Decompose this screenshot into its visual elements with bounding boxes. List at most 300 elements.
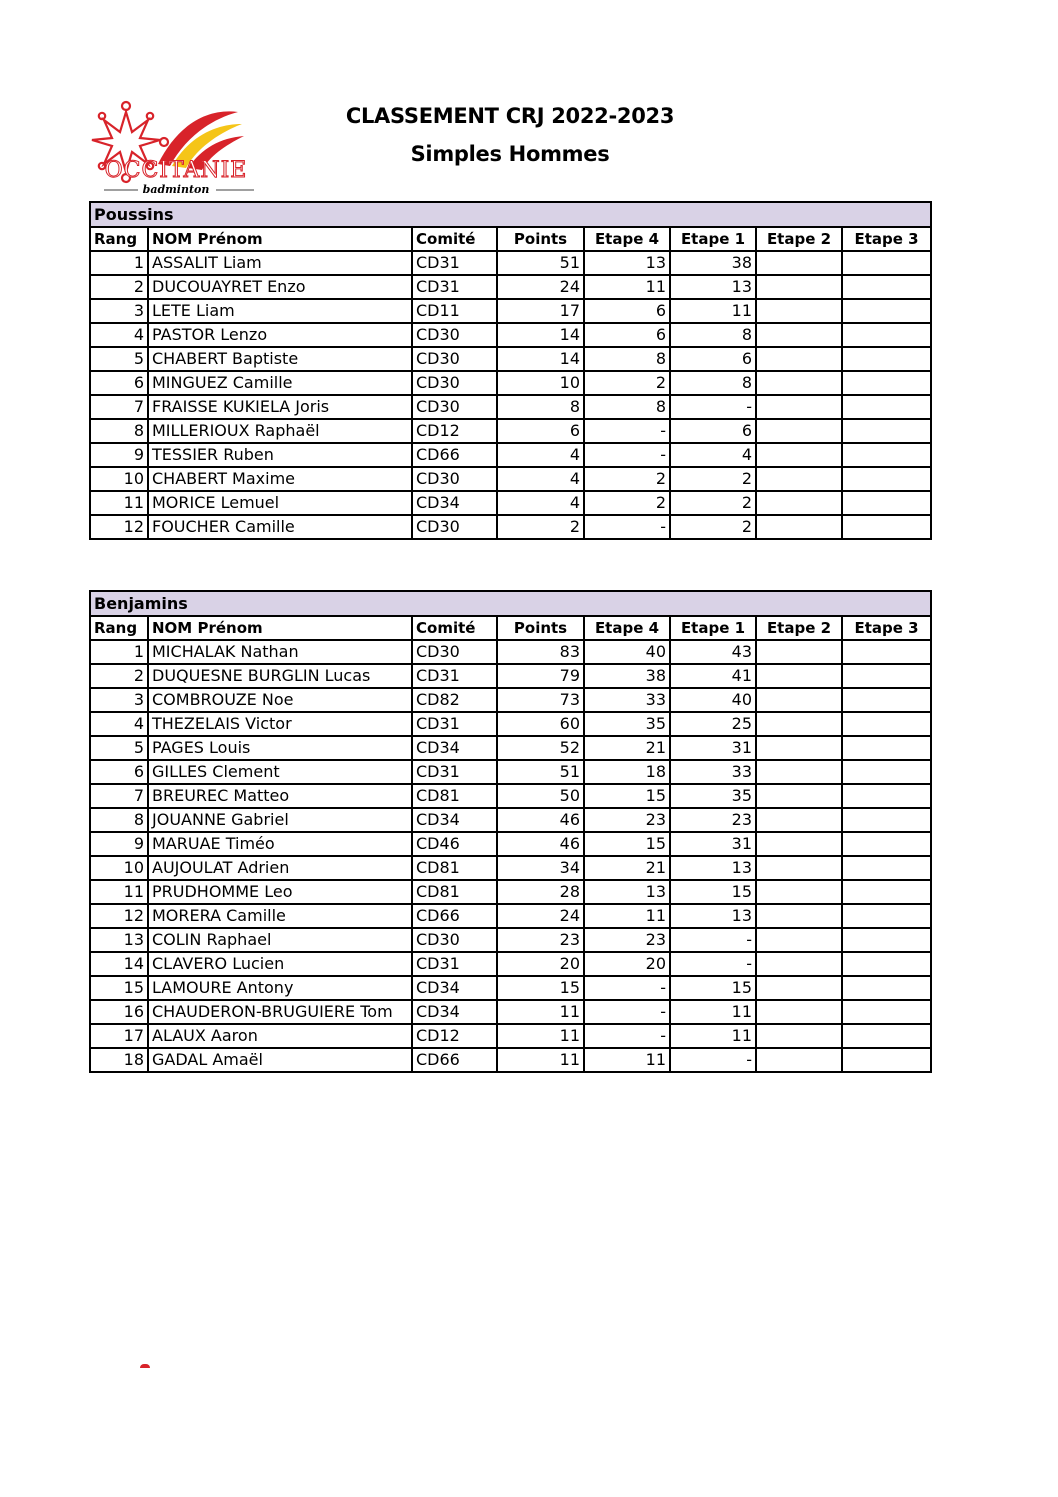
- column-header: Etape 2: [756, 616, 842, 640]
- etape4-cell: -: [584, 515, 670, 539]
- etape2-cell: [756, 491, 842, 515]
- table-row: [90, 443, 931, 467]
- ranking-table-poussins: [89, 201, 932, 540]
- etape1-cell: 13: [670, 904, 756, 928]
- rang-cell: 3: [90, 688, 148, 712]
- table-row: [90, 251, 931, 275]
- etape1-cell: 43: [670, 640, 756, 664]
- comite-cell: CD30: [412, 395, 497, 419]
- points-cell: 2: [497, 515, 584, 539]
- etape2-cell: [756, 1048, 842, 1072]
- name-cell: TESSIER Ruben: [148, 443, 412, 467]
- points-cell: 20: [497, 952, 584, 976]
- name-cell: GILLES Clement: [148, 760, 412, 784]
- rang-cell: 12: [90, 904, 148, 928]
- points-cell: 15: [497, 976, 584, 1000]
- column-header: Comité: [412, 616, 497, 640]
- points-cell: 4: [497, 443, 584, 467]
- points-cell: 34: [497, 856, 584, 880]
- etape4-cell: 38: [584, 664, 670, 688]
- etape2-cell: [756, 640, 842, 664]
- comite-cell: CD31: [412, 952, 497, 976]
- etape2-cell: [756, 880, 842, 904]
- etape1-cell: 11: [670, 1000, 756, 1024]
- name-cell: DUQUESNE BURGLIN Lucas: [148, 664, 412, 688]
- points-cell: 14: [497, 323, 584, 347]
- name-cell: ASSALIT Liam: [148, 251, 412, 275]
- table-row: [90, 808, 931, 832]
- etape3-cell: [842, 904, 931, 928]
- etape1-cell: -: [670, 952, 756, 976]
- column-header: Comité: [412, 227, 497, 251]
- etape4-cell: 21: [584, 856, 670, 880]
- etape4-cell: 13: [584, 251, 670, 275]
- points-cell: 50: [497, 784, 584, 808]
- rang-cell: 4: [90, 712, 148, 736]
- rang-cell: 5: [90, 347, 148, 371]
- rang-cell: 11: [90, 491, 148, 515]
- table-row: [90, 856, 931, 880]
- comite-cell: CD12: [412, 419, 497, 443]
- name-cell: MINGUEZ Camille: [148, 371, 412, 395]
- etape1-cell: 6: [670, 419, 756, 443]
- comite-cell: CD30: [412, 515, 497, 539]
- rang-cell: 18: [90, 1048, 148, 1072]
- points-cell: 11: [497, 1000, 584, 1024]
- table-row: [90, 784, 931, 808]
- etape3-cell: [842, 251, 931, 275]
- etape4-cell: 11: [584, 275, 670, 299]
- etape4-cell: 35: [584, 712, 670, 736]
- etape4-cell: 21: [584, 736, 670, 760]
- etape2-cell: [756, 688, 842, 712]
- etape1-cell: 6: [670, 347, 756, 371]
- etape1-cell: 35: [670, 784, 756, 808]
- column-header: Etape 1: [670, 616, 756, 640]
- comite-cell: CD30: [412, 467, 497, 491]
- points-cell: 46: [497, 832, 584, 856]
- etape3-cell: [842, 347, 931, 371]
- etape1-cell: 2: [670, 467, 756, 491]
- table-row: [90, 1048, 931, 1072]
- name-cell: LETE Liam: [148, 299, 412, 323]
- comite-cell: CD34: [412, 491, 497, 515]
- etape2-cell: [756, 515, 842, 539]
- name-cell: MORERA Camille: [148, 904, 412, 928]
- etape1-cell: -: [670, 928, 756, 952]
- etape3-cell: [842, 323, 931, 347]
- etape4-cell: 11: [584, 1048, 670, 1072]
- comite-cell: CD81: [412, 880, 497, 904]
- comite-cell: CD34: [412, 1000, 497, 1024]
- comite-cell: CD31: [412, 251, 497, 275]
- name-cell: DUCOUAYRET Enzo: [148, 275, 412, 299]
- table-row: [90, 952, 931, 976]
- table-row: [90, 904, 931, 928]
- name-cell: PRUDHOMME Leo: [148, 880, 412, 904]
- comite-cell: CD46: [412, 832, 497, 856]
- name-cell: AUJOULAT Adrien: [148, 856, 412, 880]
- comite-cell: CD34: [412, 808, 497, 832]
- rang-cell: 7: [90, 395, 148, 419]
- etape2-cell: [756, 904, 842, 928]
- table-row: [90, 347, 931, 371]
- etape2-cell: [756, 419, 842, 443]
- rang-cell: 6: [90, 371, 148, 395]
- column-header: Etape 3: [842, 227, 931, 251]
- table-row: [90, 1024, 931, 1048]
- points-cell: 14: [497, 347, 584, 371]
- etape4-cell: 23: [584, 928, 670, 952]
- table-row: [90, 712, 931, 736]
- etape4-cell: -: [584, 976, 670, 1000]
- points-cell: 4: [497, 491, 584, 515]
- comite-cell: CD34: [412, 976, 497, 1000]
- etape1-cell: 31: [670, 832, 756, 856]
- table-row: [90, 467, 931, 491]
- etape2-cell: [756, 1000, 842, 1024]
- rang-cell: 3: [90, 299, 148, 323]
- category-header-row: [90, 591, 931, 616]
- points-cell: 51: [497, 760, 584, 784]
- column-header: Rang: [90, 616, 148, 640]
- rang-cell: 17: [90, 1024, 148, 1048]
- name-cell: CHABERT Baptiste: [148, 347, 412, 371]
- column-header: Etape 4: [584, 616, 670, 640]
- etape3-cell: [842, 1048, 931, 1072]
- etape3-cell: [842, 712, 931, 736]
- etape2-cell: [756, 443, 842, 467]
- table-row: [90, 491, 931, 515]
- rang-cell: 16: [90, 1000, 148, 1024]
- decorative-red-mark: [140, 1364, 150, 1368]
- comite-cell: CD30: [412, 371, 497, 395]
- name-cell: MARUAE Timéo: [148, 832, 412, 856]
- etape3-cell: [842, 419, 931, 443]
- etape2-cell: [756, 467, 842, 491]
- etape1-cell: 40: [670, 688, 756, 712]
- etape3-cell: [842, 880, 931, 904]
- table-row: [90, 688, 931, 712]
- column-header: Rang: [90, 227, 148, 251]
- rang-cell: 1: [90, 640, 148, 664]
- column-header: Points: [497, 227, 584, 251]
- points-cell: 73: [497, 688, 584, 712]
- rang-cell: 12: [90, 515, 148, 539]
- etape2-cell: [756, 976, 842, 1000]
- etape3-cell: [842, 832, 931, 856]
- etape4-cell: 40: [584, 640, 670, 664]
- etape3-cell: [842, 467, 931, 491]
- rang-cell: 10: [90, 856, 148, 880]
- etape3-cell: [842, 371, 931, 395]
- table-row: [90, 323, 931, 347]
- column-header: Etape 1: [670, 227, 756, 251]
- name-cell: MILLERIOUX Raphaël: [148, 419, 412, 443]
- etape3-cell: [842, 395, 931, 419]
- etape1-cell: 11: [670, 299, 756, 323]
- name-cell: MICHALAK Nathan: [148, 640, 412, 664]
- points-cell: 46: [497, 808, 584, 832]
- points-cell: 24: [497, 904, 584, 928]
- etape2-cell: [756, 251, 842, 275]
- rang-cell: 10: [90, 467, 148, 491]
- etape1-cell: 15: [670, 880, 756, 904]
- etape1-cell: 25: [670, 712, 756, 736]
- etape2-cell: [756, 275, 842, 299]
- name-cell: MORICE Lemuel: [148, 491, 412, 515]
- name-cell: JOUANNE Gabriel: [148, 808, 412, 832]
- table-row: [90, 664, 931, 688]
- table-row: [90, 299, 931, 323]
- etape1-cell: 41: [670, 664, 756, 688]
- etape3-cell: [842, 515, 931, 539]
- points-cell: 17: [497, 299, 584, 323]
- etape2-cell: [756, 323, 842, 347]
- logo-subtitle: badminton: [142, 183, 210, 196]
- etape2-cell: [756, 760, 842, 784]
- name-cell: FOUCHER Camille: [148, 515, 412, 539]
- etape1-cell: 11: [670, 1024, 756, 1048]
- etape4-cell: -: [584, 443, 670, 467]
- rang-cell: 1: [90, 251, 148, 275]
- etape2-cell: [756, 808, 842, 832]
- points-cell: 11: [497, 1024, 584, 1048]
- table-row: [90, 395, 931, 419]
- column-header-row: [90, 227, 931, 251]
- name-cell: PASTOR Lenzo: [148, 323, 412, 347]
- etape1-cell: 4: [670, 443, 756, 467]
- etape1-cell: 23: [670, 808, 756, 832]
- table-row: [90, 640, 931, 664]
- etape3-cell: [842, 808, 931, 832]
- rang-cell: 8: [90, 419, 148, 443]
- name-cell: CHAUDERON-BRUGUIERE Tom: [148, 1000, 412, 1024]
- column-header-row: [90, 616, 931, 640]
- etape3-cell: [842, 1000, 931, 1024]
- comite-cell: CD82: [412, 688, 497, 712]
- points-cell: 10: [497, 371, 584, 395]
- column-header: Points: [497, 616, 584, 640]
- etape3-cell: [842, 275, 931, 299]
- etape1-cell: 2: [670, 515, 756, 539]
- etape3-cell: [842, 760, 931, 784]
- rang-cell: 2: [90, 275, 148, 299]
- etape3-cell: [842, 736, 931, 760]
- points-cell: 23: [497, 928, 584, 952]
- etape4-cell: 18: [584, 760, 670, 784]
- etape1-cell: 2: [670, 491, 756, 515]
- etape2-cell: [756, 395, 842, 419]
- name-cell: BREUREC Matteo: [148, 784, 412, 808]
- name-cell: CHABERT Maxime: [148, 467, 412, 491]
- name-cell: FRAISSE KUKIELA Joris: [148, 395, 412, 419]
- etape3-cell: [842, 952, 931, 976]
- name-cell: CLAVERO Lucien: [148, 952, 412, 976]
- etape1-cell: 8: [670, 371, 756, 395]
- etape4-cell: 8: [584, 347, 670, 371]
- comite-cell: CD31: [412, 664, 497, 688]
- category-header-row: [90, 202, 931, 227]
- comite-cell: CD12: [412, 1024, 497, 1048]
- etape4-cell: 15: [584, 784, 670, 808]
- comite-cell: CD81: [412, 856, 497, 880]
- etape1-cell: -: [670, 1048, 756, 1072]
- table-row: [90, 832, 931, 856]
- name-cell: GADAL Amaël: [148, 1048, 412, 1072]
- etape3-cell: [842, 856, 931, 880]
- comite-cell: CD30: [412, 640, 497, 664]
- points-cell: 28: [497, 880, 584, 904]
- points-cell: 11: [497, 1048, 584, 1072]
- etape1-cell: -: [670, 395, 756, 419]
- column-header: Etape 2: [756, 227, 842, 251]
- name-cell: PAGES Louis: [148, 736, 412, 760]
- table-row: [90, 928, 931, 952]
- etape2-cell: [756, 928, 842, 952]
- etape2-cell: [756, 952, 842, 976]
- rang-cell: 11: [90, 880, 148, 904]
- points-cell: 24: [497, 275, 584, 299]
- table-row: [90, 736, 931, 760]
- comite-cell: CD31: [412, 760, 497, 784]
- etape2-cell: [756, 712, 842, 736]
- rang-cell: 5: [90, 736, 148, 760]
- comite-cell: CD81: [412, 784, 497, 808]
- etape1-cell: 33: [670, 760, 756, 784]
- rang-cell: 6: [90, 760, 148, 784]
- etape4-cell: 23: [584, 808, 670, 832]
- comite-cell: CD66: [412, 904, 497, 928]
- rang-cell: 8: [90, 808, 148, 832]
- etape2-cell: [756, 664, 842, 688]
- etape4-cell: 33: [584, 688, 670, 712]
- table-row: [90, 976, 931, 1000]
- points-cell: 6: [497, 419, 584, 443]
- comite-cell: CD30: [412, 928, 497, 952]
- rang-cell: 7: [90, 784, 148, 808]
- etape4-cell: 6: [584, 299, 670, 323]
- etape2-cell: [756, 1024, 842, 1048]
- name-cell: COLIN Raphael: [148, 928, 412, 952]
- points-cell: 51: [497, 251, 584, 275]
- column-header: Etape 3: [842, 616, 931, 640]
- comite-cell: CD31: [412, 275, 497, 299]
- column-header: NOM Prénom: [148, 227, 412, 251]
- etape2-cell: [756, 832, 842, 856]
- etape4-cell: -: [584, 1000, 670, 1024]
- etape1-cell: 13: [670, 275, 756, 299]
- comite-cell: CD30: [412, 323, 497, 347]
- etape4-cell: 15: [584, 832, 670, 856]
- rang-cell: 4: [90, 323, 148, 347]
- comite-cell: CD34: [412, 736, 497, 760]
- etape2-cell: [756, 856, 842, 880]
- etape1-cell: 15: [670, 976, 756, 1000]
- rang-cell: 15: [90, 976, 148, 1000]
- comite-cell: CD11: [412, 299, 497, 323]
- etape2-cell: [756, 784, 842, 808]
- etape4-cell: -: [584, 1024, 670, 1048]
- table-row: [90, 760, 931, 784]
- etape4-cell: -: [584, 419, 670, 443]
- etape4-cell: 6: [584, 323, 670, 347]
- etape2-cell: [756, 347, 842, 371]
- etape3-cell: [842, 928, 931, 952]
- etape3-cell: [842, 443, 931, 467]
- category-name: Poussins: [90, 202, 931, 227]
- etape3-cell: [842, 976, 931, 1000]
- name-cell: LAMOURE Antony: [148, 976, 412, 1000]
- table-row: [90, 371, 931, 395]
- etape1-cell: 31: [670, 736, 756, 760]
- points-cell: 8: [497, 395, 584, 419]
- etape1-cell: 8: [670, 323, 756, 347]
- etape4-cell: 2: [584, 467, 670, 491]
- category-name: Benjamins: [90, 591, 931, 616]
- etape2-cell: [756, 299, 842, 323]
- table-row: [90, 275, 931, 299]
- etape2-cell: [756, 736, 842, 760]
- etape3-cell: [842, 491, 931, 515]
- points-cell: 60: [497, 712, 584, 736]
- etape4-cell: 13: [584, 880, 670, 904]
- etape1-cell: 13: [670, 856, 756, 880]
- comite-cell: CD66: [412, 1048, 497, 1072]
- points-cell: 79: [497, 664, 584, 688]
- ranking-table-benjamins: [89, 590, 932, 1073]
- column-header: NOM Prénom: [148, 616, 412, 640]
- rang-cell: 2: [90, 664, 148, 688]
- etape3-cell: [842, 1024, 931, 1048]
- points-cell: 83: [497, 640, 584, 664]
- logo-wordmark: OCCITANIE: [104, 158, 248, 183]
- etape3-cell: [842, 664, 931, 688]
- etape4-cell: 2: [584, 371, 670, 395]
- etape3-cell: [842, 784, 931, 808]
- table-row: [90, 515, 931, 539]
- etape4-cell: 8: [584, 395, 670, 419]
- rang-cell: 9: [90, 832, 148, 856]
- points-cell: 52: [497, 736, 584, 760]
- table-row: [90, 419, 931, 443]
- rang-cell: 13: [90, 928, 148, 952]
- etape3-cell: [842, 640, 931, 664]
- etape3-cell: [842, 688, 931, 712]
- name-cell: ALAUX Aaron: [148, 1024, 412, 1048]
- points-cell: 4: [497, 467, 584, 491]
- comite-cell: CD66: [412, 443, 497, 467]
- etape1-cell: 38: [670, 251, 756, 275]
- page-subtitle: Simples Hommes: [410, 142, 610, 166]
- comite-cell: CD31: [412, 712, 497, 736]
- name-cell: COMBROUZE Noe: [148, 688, 412, 712]
- etape4-cell: 20: [584, 952, 670, 976]
- etape2-cell: [756, 371, 842, 395]
- rang-cell: 14: [90, 952, 148, 976]
- comite-cell: CD30: [412, 347, 497, 371]
- etape4-cell: 11: [584, 904, 670, 928]
- occitanie-badminton-logo: [88, 94, 263, 198]
- rang-cell: 9: [90, 443, 148, 467]
- etape3-cell: [842, 299, 931, 323]
- column-header: Etape 4: [584, 227, 670, 251]
- etape4-cell: 2: [584, 491, 670, 515]
- page-title: CLASSEMENT CRJ 2022-2023: [345, 104, 675, 128]
- table-row: [90, 880, 931, 904]
- table-row: [90, 1000, 931, 1024]
- name-cell: THEZELAIS Victor: [148, 712, 412, 736]
